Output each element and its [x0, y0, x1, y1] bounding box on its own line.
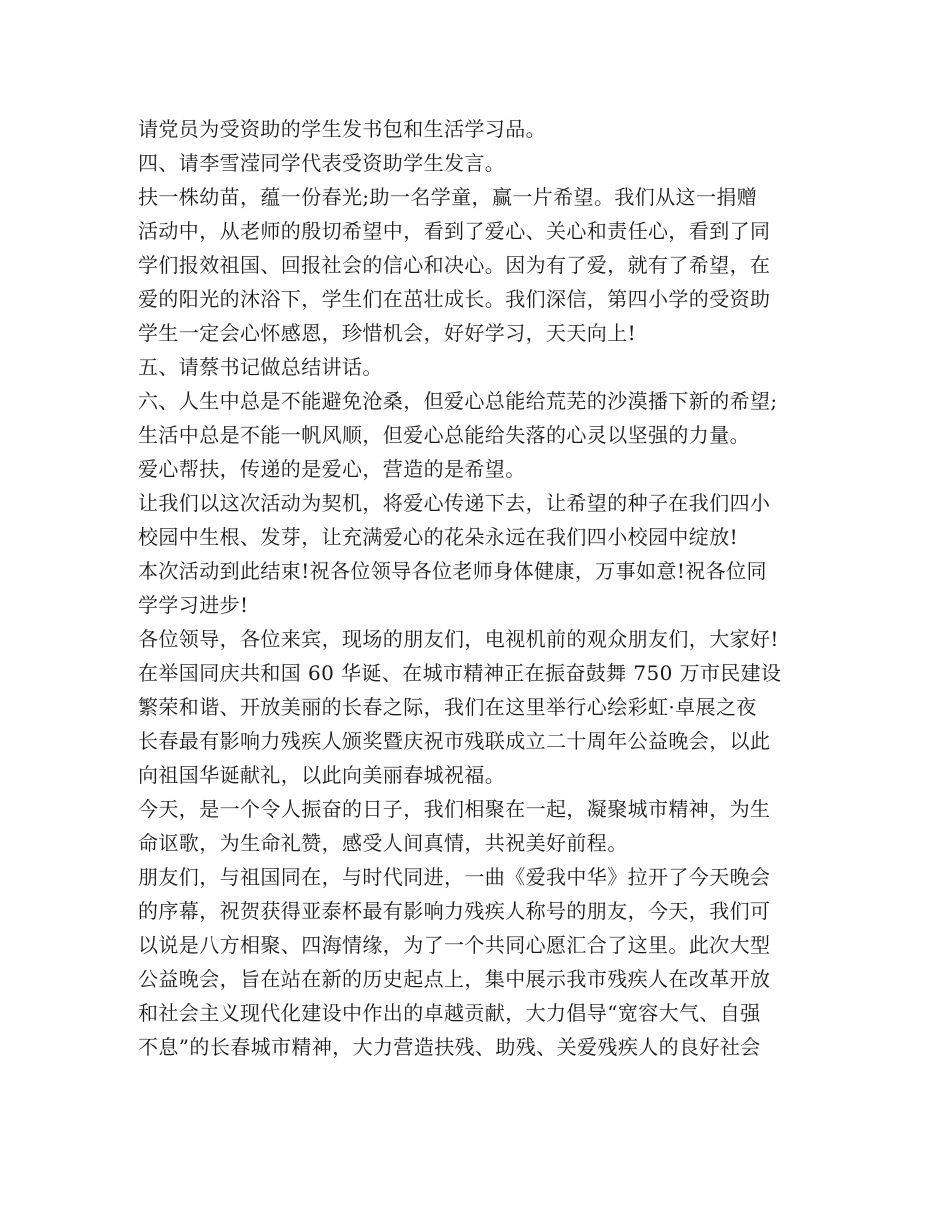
text-line: 各位领导，各位来宾，现场的朋友们，电视机前的观众朋友们，大家好! — [138, 627, 779, 651]
text-line: 向祖国华诞献礼，以此向美丽春城祝福。 — [138, 763, 506, 787]
text-line: 爱心帮扶，传递的是爱心，营造的是希望。 — [138, 457, 526, 481]
text-line: 扶一株幼苗，蕴一份春光;助一名学童，赢一片希望。我们从这一捐赠 — [138, 185, 758, 209]
text-line: 长春最有影响力残疾人颁奖暨庆祝市残联成立二十周年公益晚会，以此 — [138, 729, 771, 753]
text-line: 和社会主义现代化建设中作出的卓越贡献，大力倡导“宽容大气、自强 — [138, 1001, 761, 1025]
text-line: 生活中总是不能一帆风顺，但爱心总能给失落的心灵以坚强的力量。 — [138, 423, 750, 447]
text-line: 学们报效祖国、回报社会的信心和决心。因为有了爱，就有了希望，在 — [138, 253, 771, 277]
text-line: 四、请李雪滢同学代表受资助学生发言。 — [138, 151, 506, 175]
text-line: 学学习进步! — [138, 593, 249, 617]
text-line: 让我们以这次活动为契机，将爱心传递下去，让希望的种子在我们四小 — [138, 491, 771, 515]
text-line: 公益晚会，旨在站在新的历史起点上，集中展示我市残疾人在改革开放 — [138, 967, 771, 991]
document-body — [138, 112, 838, 1064]
text-line: 五、请蔡书记做总结讲话。 — [138, 355, 383, 379]
text-line: 校园中生根、发芽，让充满爱心的花朵永远在我们四小校园中绽放! — [138, 525, 739, 549]
text-line: 学生一定会心怀感恩，珍惜机会，好好学习，天天向上! — [138, 321, 637, 345]
text-line: 不息”的长春城市精神，大力营造扶残、助残、关爱残疾人的良好社会 — [138, 1035, 761, 1059]
text-line: 命讴歌，为生命礼赞，感受人间真情，共祝美好前程。 — [138, 831, 628, 855]
text-line: 的序幕，祝贺获得亚泰杯最有影响力残疾人称号的朋友，今天，我们可 — [138, 899, 771, 923]
text-line: 以说是八方相聚、四海情缘，为了一个共同心愿汇合了这里。此次大型 — [138, 933, 771, 957]
text-line: 活动中，从老师的殷切希望中，看到了爱心、关心和责任心，看到了同 — [138, 219, 771, 243]
text-line: 在举国同庆共和国 60 华诞、在城市精神正在振奋鼓舞 750 万市民建设 — [138, 661, 782, 685]
text-line: 六、人生中总是不能避免沧桑，但爱心总能给荒芜的沙漠播下新的希望; — [138, 389, 778, 413]
text-line: 爱的阳光的沐浴下，学生们在茁壮成长。我们深信，第四小学的受资助 — [138, 287, 771, 311]
text-line: 今天，是一个令人振奋的日子，我们相聚在一起，凝聚城市精神，为生 — [138, 797, 771, 821]
text-line: 繁荣和谐、开放美丽的长春之际，我们在这里举行心绘彩虹·卓展之夜 — [138, 695, 757, 719]
text-line: 请党员为受资助的学生发书包和生活学习品。 — [138, 117, 546, 141]
text-line: 本次活动到此结束!祝各位领导各位老师身体健康，万事如意!祝各位同 — [138, 559, 767, 583]
text-line: 朋友们，与祖国同在，与时代同进，一曲《爱我中华》拉开了今天晚会 — [138, 865, 771, 889]
